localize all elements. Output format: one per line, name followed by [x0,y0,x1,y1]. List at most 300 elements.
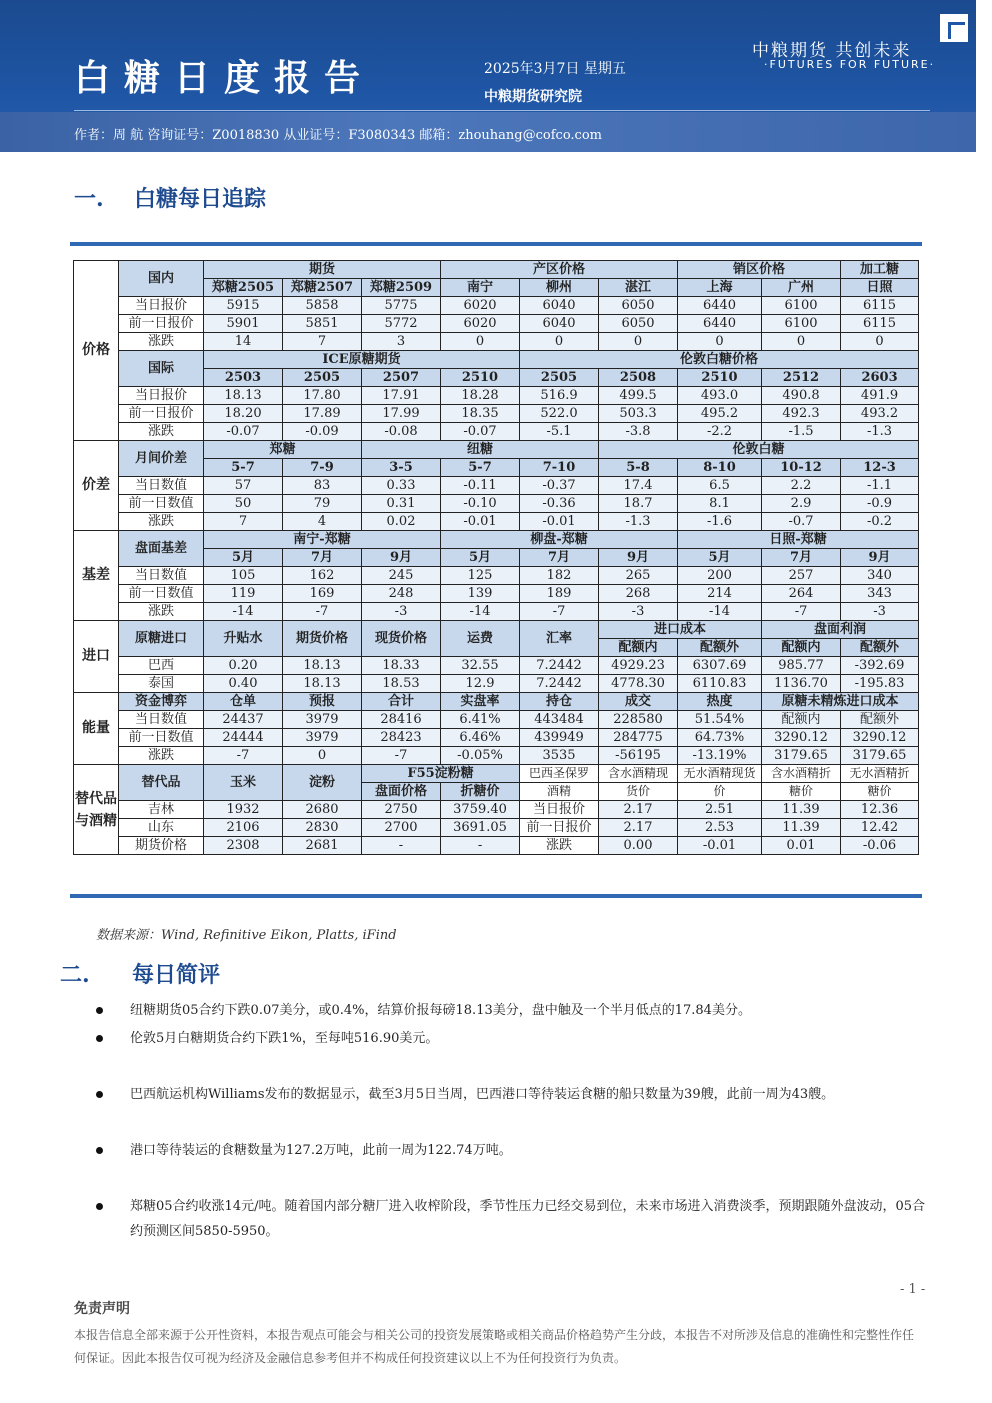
bullet-text: 纽糖期货05合约下跌0.07美分，或0.4%，结算价报每磅18.13美分，盘中触及一个半月低点的17.84美分。 [130,1003,751,1018]
table-cell: 3179.65 [762,747,841,765]
table-cell: 3290.12 [841,729,919,747]
table-cell: 18.20 [204,405,283,423]
column-header: 成交 [599,693,678,711]
header-divider [74,110,930,111]
table-cell: 6020 [441,315,520,333]
table-cell: 0 [283,747,362,765]
table-cell: -195.83 [841,675,919,693]
table-cell: - [441,837,520,855]
column-header: 实盘率 [441,693,520,711]
table-cell: 18.53 [362,675,441,693]
section-2-title: 每日简评 [132,962,221,988]
column-header: 2503 [204,369,283,387]
table-cell: -0.06 [841,837,919,855]
table-cell: -3 [841,603,919,621]
table-cell: 6115 [841,297,919,315]
column-header: 7-9 [283,459,362,477]
table-cell: 105 [204,567,283,585]
bullet-text: 伦敦5月白糖期货合约下跌1%，至每吨516.90美元。 [130,1031,439,1046]
table-row [74,693,919,711]
column-header: 上海 [678,279,762,297]
author-info: 作者：周 航 咨询证号：Z0018830 从业证号：F3080343 邮箱：zhouhang@cofco.com [74,128,602,143]
column-header: 期货价格 [283,621,362,657]
table-row [74,423,919,441]
table-cell: 443484 [520,711,599,729]
table-row [74,477,919,495]
table-cell: 4929.23 [599,657,678,675]
table-cell: 495.2 [678,405,762,423]
table-row [74,675,919,693]
table-cell: 6115 [841,315,919,333]
row-label: 当日数值 [119,567,204,585]
bullet-item [96,1194,935,1244]
column-header: 2510 [441,369,520,387]
table-cell: -2.2 [678,423,762,441]
table-cell: 2750 [362,801,441,819]
table-cell: 28423 [362,729,441,747]
table-cell: 50 [204,495,283,513]
table-cell: 3979 [283,711,362,729]
row-label: 涨跌 [119,747,204,765]
table-cell: -3.8 [599,423,678,441]
column-header: 5-7 [441,459,520,477]
category-label: 替代品与酒精 [74,765,119,855]
table-cell: 4 [283,513,362,531]
table-cell: 125 [441,567,520,585]
column-group-header: 盘面利润 [762,621,919,639]
table-cell: 17.91 [362,387,441,405]
table-cell: -1.3 [841,423,919,441]
table-cell: - [362,837,441,855]
table-cell: 18.13 [283,657,362,675]
column-group-header: 加工糖 [841,261,919,279]
column-header: 9月 [841,549,919,567]
table-cell: -0.10 [441,495,520,513]
table-cell: 6110.83 [678,675,762,693]
row-label: 当日数值 [119,711,204,729]
table-cell: 18.13 [283,675,362,693]
table-cell: 5775 [362,297,441,315]
brand-slogan: ·FUTURES FOR FUTURE· [764,58,936,71]
table-cell: 6050 [599,297,678,315]
table-cell: 1932 [204,801,283,819]
table-cell: -0.2 [841,513,919,531]
table-row [74,387,919,405]
column-header: 8-10 [678,459,762,477]
table-row [74,513,919,531]
table-cell: 2.17 [599,801,678,819]
table-cell: 6.5 [678,477,762,495]
column-group-header: 纽糖 [362,441,599,459]
row-label: 吉林 [119,801,204,819]
table-cell: 7 [204,513,283,531]
table-body [74,261,919,855]
report-header [0,0,976,152]
column-header: 郑糖2505 [204,279,283,297]
category-label: 基差 [74,531,119,621]
table-cell: 6050 [599,315,678,333]
table-cell: 2.17 [599,819,678,837]
column-header: 2505 [283,369,362,387]
table-row [74,819,919,837]
bullet-dot-icon [96,1147,103,1154]
section-1-title: 白糖每日追踪 [134,186,267,212]
table-cell: -0.11 [441,477,520,495]
table-cell: 340 [841,567,919,585]
column-header: 预报 [283,693,362,711]
table-cell: -0.9 [841,495,919,513]
table-cell: 7 [283,333,362,351]
report-date: 2025年3月7日 星期五 [484,61,626,77]
table-row [74,621,919,639]
table-cell: 51.54% [678,711,762,729]
column-header: 12-3 [841,459,919,477]
column-header: 2603 [841,369,919,387]
table-cell: 6440 [678,297,762,315]
table-cell: 0.40 [204,675,283,693]
table-cell: 18.13 [204,387,283,405]
column-group-header: 产区价格 [441,261,678,279]
table-cell: 5851 [283,315,362,333]
table-cell: 6100 [762,315,841,333]
table-cell: 6020 [441,297,520,315]
column-header: 9月 [599,549,678,567]
table-cell: -0.07 [204,423,283,441]
table-cell: -14 [204,603,283,621]
row-label: 前一日报价 [119,405,204,423]
table-row [74,801,919,819]
column-header: 10-12 [762,459,841,477]
row-label: 当日报价 [520,801,599,819]
table-cell: 0.31 [362,495,441,513]
row-label: 前一日报价 [119,315,204,333]
section-2-number: 二. [60,962,90,988]
table-cell: 83 [283,477,362,495]
column-header: 广州 [762,279,841,297]
table-row [74,297,919,315]
table-cell: -0.08 [362,423,441,441]
column-header: 淀粉 [283,765,362,801]
row-group-label: 替代品 [119,765,204,801]
column-header: 配额外 [841,639,919,657]
category-label: 价差 [74,441,119,531]
bullet-dot-icon [96,1203,103,1210]
bullet-item [96,1138,935,1163]
table-cell: 5772 [362,315,441,333]
table-cell: -0.01 [441,513,520,531]
column-header: 南宁 [441,279,520,297]
brand-logo-icon [940,14,968,42]
table-cell: 18.28 [441,387,520,405]
sugar-tracking-table [73,260,919,855]
table-cell: 5858 [283,297,362,315]
table-cell: 3179.65 [841,747,919,765]
row-label: 前一日数值 [119,495,204,513]
table-cell: 343 [841,585,919,603]
column-header: 9月 [362,549,441,567]
table-cell: 200 [678,567,762,585]
table-cell: 189 [520,585,599,603]
table-row [74,765,919,783]
table-cell: 268 [599,585,678,603]
bullet-item [96,1082,935,1107]
category-label: 能量 [74,693,119,765]
column-header: 汇率 [520,621,599,657]
report-title: 白糖日度报告 [74,57,375,99]
table-cell: 6040 [520,297,599,315]
column-header: 价 [678,783,762,801]
column-group-header: 柳盘-郑糖 [441,531,678,549]
table-cell: 18.7 [599,495,678,513]
column-header: 含水酒精折 [762,765,841,783]
table-cell: 493.2 [841,405,919,423]
table-row [74,261,919,279]
table-cell: 17.99 [362,405,441,423]
table-cell: 12.42 [841,819,919,837]
column-header: 7月 [283,549,362,567]
table-cell: 28416 [362,711,441,729]
column-header: 配额内 [762,639,841,657]
column-group-header: 期货 [204,261,441,279]
table-cell: -392.69 [841,657,919,675]
table-cell: 162 [283,567,362,585]
table-cell: -1.1 [841,477,919,495]
table-cell: 18.35 [441,405,520,423]
column-header: 湛江 [599,279,678,297]
column-header: 无水酒精现货 [678,765,762,783]
column-group-header: 南宁-郑糖 [204,531,441,549]
table-cell: 配额内 [762,711,841,729]
table-cell: -0.01 [678,837,762,855]
institute-name: 中粮期货研究院 [484,89,582,105]
table-cell: 2681 [283,837,362,855]
column-header: 持仓 [520,693,599,711]
disclaimer-text: 本报告信息全部来源于公开性资料，本报告观点可能会与相关公司的投资发展策略或相关商品价格趋势产生分歧，本报告不对所涉及信息的准确性和完整性作任何保证。因此本报告仅可视为经济及金融信息参考但并不构成任何投资建议以上不为任何投资行为负责。 [74,1328,915,1365]
column-header: 3-5 [362,459,441,477]
table-row [74,531,919,549]
table-cell: -7 [762,603,841,621]
table-cell: -0.01 [520,513,599,531]
table-cell: 2.51 [678,801,762,819]
row-label: 巴西 [119,657,204,675]
table-cell: -0.07 [441,423,520,441]
column-group-header: 伦敦白糖价格 [520,351,919,369]
bullet-text: 港口等待装运的食糖数量为127.2万吨，此前一周为122.74万吨。 [130,1143,512,1158]
table-row [74,315,919,333]
table-cell: 2700 [362,819,441,837]
column-header: 糖价 [841,783,919,801]
table-cell: -13.19% [678,747,762,765]
table-row [74,567,919,585]
table-row [74,351,919,369]
column-group-header: 郑糖 [204,441,362,459]
table-cell: 3535 [520,747,599,765]
table-cell: 2106 [204,819,283,837]
column-header: 配额内 [599,639,678,657]
section-1-number: 一. [74,186,104,212]
table-cell: 0.20 [204,657,283,675]
table-cell: 3759.40 [441,801,520,819]
row-label: 涨跌 [520,837,599,855]
bullet-text: 巴西航运机构Williams发布的数据显示，截至3月5日当周，巴西港口等待装运食糖的船只数量为39艘，此前一周为43艘。 [130,1087,835,1102]
table-cell: 522.0 [520,405,599,423]
table-cell: 214 [678,585,762,603]
column-header: 货价 [599,783,678,801]
column-header: 巴西圣保罗 [520,765,599,783]
table-cell: -0.36 [520,495,599,513]
brand-logo-text: 中粮期货 共创未来 [752,41,912,61]
table-cell: 169 [283,585,362,603]
column-header: 5月 [441,549,520,567]
table-cell: 6307.69 [678,657,762,675]
table-cell: 32.55 [441,657,520,675]
table-cell: 119 [204,585,283,603]
row-label: 前一日数值 [119,585,204,603]
table-cell: 79 [283,495,362,513]
table-cell: 6.46% [441,729,520,747]
table-cell: 439949 [520,729,599,747]
bullet-dot-icon [96,1091,103,1098]
table-cell: -0.7 [762,513,841,531]
table-row [74,333,919,351]
column-header: 折糖价 [441,783,520,801]
table-cell: 0 [762,333,841,351]
column-header: 7-10 [520,459,599,477]
column-header: 糖价 [762,783,841,801]
table-cell: 0.01 [762,837,841,855]
bullet-item [96,1026,935,1051]
row-label: 涨跌 [119,333,204,351]
bullet-dot-icon [96,1007,103,1014]
table-cell: -14 [678,603,762,621]
table-cell: -3 [599,603,678,621]
table-cell: 2.2 [762,477,841,495]
table-row [74,405,919,423]
column-group-header: 伦敦白糖 [599,441,919,459]
column-group-header: 销区价格 [678,261,841,279]
column-header: 2510 [678,369,762,387]
table-cell: 12.9 [441,675,520,693]
table-cell: -56195 [599,747,678,765]
bullet-dot-icon [96,1035,103,1042]
row-label: 涨跌 [119,603,204,621]
column-header: 2508 [599,369,678,387]
table-cell: -14 [441,603,520,621]
table-cell: 7.2442 [520,657,599,675]
disclaimer-title: 免责声明 [74,1301,130,1317]
row-group-label: 国内 [119,261,204,297]
table-cell: 493.0 [678,387,762,405]
table-cell: 17.4 [599,477,678,495]
category-label: 进口 [74,621,119,693]
column-group-header: 日照-郑糖 [678,531,919,549]
column-header: 配额外 [678,639,762,657]
row-label: 涨跌 [119,423,204,441]
table-cell: -3 [362,603,441,621]
table-cell: -7 [362,747,441,765]
table-cell: -5.1 [520,423,599,441]
table-cell: -7 [520,603,599,621]
bullet-text: 郑糖05合约收涨14元/吨。随着国内部分糖厂进入收榨阶段，季节性压力已经交易到位，未来市场进入消费淡季，预期跟随外盘波动，05合约预测区间5850-5950。 [130,1199,926,1239]
table-cell: -0.37 [520,477,599,495]
page-number: - 1 - [900,1282,926,1297]
column-header: 玉米 [204,765,283,801]
column-group-header: F55淀粉糖 [362,765,520,783]
table-cell: 11.39 [762,819,841,837]
row-label: 前一日数值 [119,729,204,747]
row-group-label: 月间价差 [119,441,204,477]
column-header: 柳州 [520,279,599,297]
table-cell: 14 [204,333,283,351]
table-cell: 0.33 [362,477,441,495]
table-row [74,729,919,747]
table-cell: 6100 [762,297,841,315]
section-rule-bottom [70,894,922,898]
row-label: 期货价格 [119,837,204,855]
table-cell: 18.33 [362,657,441,675]
row-group-label: 原糖进口 [119,621,204,657]
row-label: 当日数值 [119,477,204,495]
table-cell: 24437 [204,711,283,729]
column-header: 2505 [520,369,599,387]
column-header: 2507 [362,369,441,387]
table-row [74,657,919,675]
table-cell: 245 [362,567,441,585]
table-cell: 8.1 [678,495,762,513]
column-header: 5-8 [599,459,678,477]
table-cell: 0.00 [599,837,678,855]
table-cell: -7 [283,603,362,621]
column-header: 运费 [441,621,520,657]
table-cell: 1136.70 [762,675,841,693]
column-header: 资金博弈 [119,693,204,711]
column-header: 5-7 [204,459,283,477]
table-cell: 17.89 [283,405,362,423]
table-cell: 257 [762,567,841,585]
table-cell: 2.53 [678,819,762,837]
row-label: 当日报价 [119,297,204,315]
table-cell: 57 [204,477,283,495]
table-cell: 516.9 [520,387,599,405]
table-cell: -0.05% [441,747,520,765]
table-cell: 0 [678,333,762,351]
table-cell: -7 [204,747,283,765]
table-cell: 11.39 [762,801,841,819]
column-header: 原糖未精炼进口成本 [762,693,919,711]
table-cell: 0 [441,333,520,351]
column-header: 盘面价格 [362,783,441,801]
table-cell: 265 [599,567,678,585]
table-row [74,441,919,459]
column-header: 仓单 [204,693,283,711]
column-group-header: 进口成本 [599,621,762,639]
column-header: 郑糖2509 [362,279,441,297]
table-cell: 24444 [204,729,283,747]
table-cell: 6.41% [441,711,520,729]
column-header: 郑糖2507 [283,279,362,297]
table-cell: 0 [520,333,599,351]
table-cell: 7.2442 [520,675,599,693]
table-cell: 985.77 [762,657,841,675]
row-label: 当日报价 [119,387,204,405]
table-cell: 5901 [204,315,283,333]
table-cell: -1.5 [762,423,841,441]
category-label: 价格 [74,261,119,441]
column-header: 现货价格 [362,621,441,657]
table-cell: 4778.30 [599,675,678,693]
row-group-label: 国际 [119,351,204,387]
column-header: 含水酒精现 [599,765,678,783]
